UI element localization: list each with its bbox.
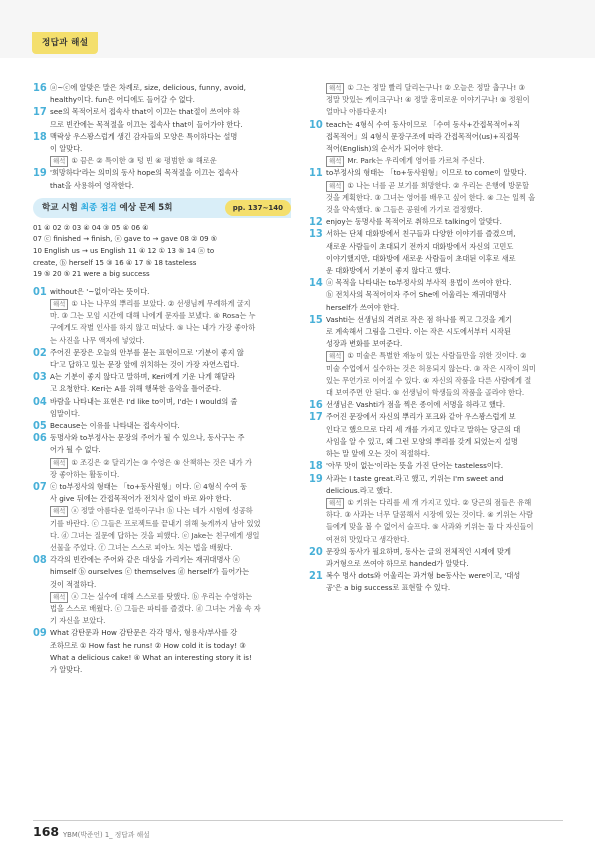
memo-text: ① 미술은 특별한 재능이 있는 사람들만을 위한 것이다. ② — [347, 351, 527, 361]
item-line: 문장의 동사가 필요하며, 동사는 글의 전체적인 시제에 맞게 — [326, 546, 511, 556]
memo-line: 얼마나 아름다운지! — [326, 107, 387, 117]
numbered-item — [33, 347, 291, 371]
memo-line: 미술 수업에서 실수하는 것은 허용되지 않는다. ③ 작은 시작이 의미 — [326, 363, 536, 373]
memo-line: 기 자신을 보았다. — [50, 616, 106, 626]
page-footer — [33, 826, 563, 840]
memo-line: 마. ③ 그는 모임 시간에 대해 나에게 문자를 보냈다. ④ Rosa는 누 — [50, 311, 256, 321]
memo-line — [326, 497, 564, 509]
memo-text: ⓐ 그는 실수에 대해 스스로를 탓했다. ⓑ 우리는 수영하는 — [71, 591, 253, 601]
item-line: 바람을 나타내는 표현은 I'd like to이며, I'd는 I would의 줄 — [50, 396, 238, 406]
item-number: 17 — [309, 410, 323, 424]
memo-text: ① 키위는 다리를 세 개 가지고 있다. ② 당근의 점들은 유해 — [347, 497, 532, 507]
item-line: 각각의 빈칸에는 주어와 같은 대상을 가리키는 재귀대명사 ⓐ — [50, 555, 240, 565]
memo-line: 장 좋아하는 활동이다. — [50, 469, 120, 479]
item-line: 새로운 사람들이 초대되기 전까지 대화방에서 자신의 고민도 — [326, 241, 514, 251]
memo-line — [50, 298, 291, 310]
item-line: 사 give 뒤에는 간접목적어가 전치사 없이 바로 와야 한다. — [50, 494, 232, 504]
section-title — [42, 202, 172, 214]
memo-line: 법을 스스로 배웠다. ⓒ 그들은 파티를 즐겼다. ⓓ 그녀는 거울 속 자 — [50, 604, 261, 614]
memo-line — [50, 457, 291, 469]
item-line: herself가 쓰여야 한다. — [326, 302, 400, 312]
memo-text: ① 나는 나무의 뿌리를 보았다. ② 선생님께 무례하게 굴지 — [71, 299, 251, 308]
memo-line: 것을 약속했다. ⑤ 그들은 공원에 가기로 결정했다. — [326, 205, 483, 215]
item-line: himself ⓑ ourselves ⓒ themselves ⓓ herself가 들어가는 — [50, 567, 250, 577]
memo-line — [326, 350, 564, 362]
memo-tag: 해석 — [326, 156, 344, 167]
item-line: ⓒ to부정사의 형태는 「to+동사원형」이다. ⓔ 4형식 수여 동 — [50, 482, 248, 492]
memo-block — [33, 298, 291, 347]
item-number: 01 — [33, 284, 47, 298]
memo-text: ① 조깅은 ② 달리기는 ③ 수영은 ⑤ 산책하는 것은 내가 가 — [71, 457, 252, 467]
item-line: 이 알맞다. — [50, 144, 83, 154]
item-line: 임말이다. — [50, 408, 81, 418]
item-line: 것이 적절하다. — [50, 579, 97, 589]
item-line: 공'은 a big success로 표현할 수 있다. — [326, 583, 451, 593]
item-number: 18 — [309, 459, 323, 473]
answer-line: 10 English us → us English 11 ④ 12 ① 13 ⑤ 14 ⓐ to — [33, 247, 215, 256]
item-line: see의 목적어로서 접속사 that이 이끄는 that절이 쓰여야 하 — [50, 107, 240, 117]
item-line: Because는 이유를 나타내는 접속사이다. — [50, 421, 180, 431]
item-number: 14 — [309, 276, 323, 290]
memo-block — [33, 591, 291, 628]
memo-text: ① 나는 너를 곧 보기를 희망한다. ② 우리는 은행에 방문할 — [347, 180, 529, 190]
answer-line: 01 ④ 02 ② 03 ④ 04 ③ 05 ④ 06 ④ — [33, 223, 149, 232]
memo-line: 구에게도 작별 인사를 하지 않고 떠났다. ⑤ 나는 내가 가장 좋아하 — [50, 323, 256, 333]
item-number: 17 — [33, 105, 47, 119]
memo-line — [50, 505, 291, 517]
numbered-item — [33, 420, 291, 432]
item-number: 04 — [33, 394, 47, 408]
item-line: What 감탄문과 How 감탄문은 각각 명사, 형용사/부사를 강 — [50, 628, 238, 638]
memo-line: 기를 바란다. ⓒ 그들은 프로젝트를 끝내기 위해 늦게까지 남아 있었 — [50, 518, 261, 528]
header-bar — [0, 0, 595, 58]
item-line: 적어(English)의 순서가 되어야 한다. — [326, 144, 444, 154]
memo-tag: 해석 — [326, 498, 344, 509]
memo-line — [326, 180, 564, 192]
item-line: enjoy는 동명사를 목적어로 취하므로 talking이 알맞다. — [326, 217, 502, 227]
item-line: 맥락상 우스꽝스럽게 생긴 감자들의 모양은 특이하다는 설명 — [50, 131, 238, 141]
item-line: 사임을 알 수 있고, 왜 그런 모양의 뿌리를 갖게 되었는지 설명 — [326, 436, 518, 446]
item-number: 19 — [33, 166, 47, 180]
section-title-highlight: 최종 점검 — [80, 202, 117, 213]
memo-text: ① 끔은 ② 특이한 ③ 텅 빈 ④ 평범한 ⑤ 해로운 — [71, 156, 217, 166]
section-tab — [32, 32, 98, 54]
memo-tag: 해석 — [50, 592, 68, 603]
item-line: 과거형으로 쓰여야 하므로 handed가 알맞다. — [326, 558, 469, 568]
memo-block — [309, 82, 564, 119]
item-number: 21 — [309, 569, 323, 583]
memo-line: 하다. ③ 사과는 너무 달콤해서 시장에 있는 것이다. ④ 키위는 사람 — [326, 510, 533, 520]
numbered-item — [33, 481, 291, 505]
memo-block — [33, 505, 291, 554]
numbered-item — [309, 570, 564, 594]
item-line: to부정사의 형태는 「to+동사원형」이므로 to come이 알맞다. — [326, 168, 527, 178]
item-line: 다'고 답하고 있는 문장 앞에 위치하는 것이 가장 자연스럽다. — [50, 360, 240, 370]
right-column — [309, 82, 564, 595]
memo-line: 있는 무언가로 이어질 수 있다. ④ 자신의 작품을 다른 사람에게 절 — [326, 375, 532, 385]
answer-line: 07 ⓒ finished → finish, ⓔ gave to → gave 08 ② 09 ⑤ — [33, 235, 218, 244]
numbered-item — [33, 131, 291, 155]
item-line: teach는 4형식 수여 동사이므로 「수여 동사+간접목적어+직 — [326, 119, 521, 129]
numbered-item — [33, 554, 291, 591]
memo-block — [309, 180, 564, 217]
item-line: 접목적어」의 4형식 문장구조에 따라 간접목적어(us)+직접목 — [326, 131, 520, 141]
section-header — [33, 198, 291, 218]
memo-text: Mr. Park는 우리에게 영어를 가르쳐 주신다. — [347, 156, 485, 166]
item-line: 인다고 했으므로 다리 세 개를 가지고 있다고 말하는 당근의 대 — [326, 424, 521, 434]
numbered-item — [33, 82, 291, 106]
numbered-item — [33, 432, 291, 456]
memo-tag: 해석 — [326, 351, 344, 362]
item-line: 동명사와 to부정사는 문장의 주어가 될 수 있으나, 동사구는 주 — [50, 433, 245, 443]
left-column — [33, 82, 291, 676]
item-line: 운 대화방에서 기분이 좋지 않다고 했다. — [326, 266, 451, 276]
answer-key — [33, 223, 291, 281]
memo-block — [33, 155, 291, 167]
numbered-item — [309, 228, 564, 277]
numbered-item — [33, 371, 291, 395]
memo-block — [309, 155, 564, 167]
memo-line: 는 사진을 나무 액자에 넣었다. — [50, 335, 145, 345]
item-number: 16 — [33, 81, 47, 94]
item-line: ⓐ~ⓒ에 알맞은 말은 차례로, size, delicious, funny, avoid, — [50, 83, 246, 92]
item-number: 07 — [33, 480, 47, 494]
section-title-prefix: 학교 시험 — [42, 202, 81, 213]
item-number: 19 — [309, 471, 323, 485]
numbered-item — [309, 277, 564, 314]
item-line: 복수 명사 dots와 어울리는 과거형 be동사는 were이고, '대성 — [326, 571, 521, 581]
page-number: 168 — [33, 824, 60, 839]
item-number: 20 — [309, 544, 323, 558]
item-number: 02 — [33, 345, 47, 359]
memo-tag: 해석 — [50, 458, 68, 469]
item-line: ⓑ 전치사의 목적어이자 주어 She에 어울리는 재귀대명사 — [326, 290, 507, 300]
memo-tag: 해석 — [326, 181, 344, 192]
item-line: A는 기분이 좋지 않다고 말하며, Keri에게 기운 나게 해달라 — [50, 372, 236, 382]
item-line: healthy이다. fun은 어디에도 들어갈 수 없다. — [50, 95, 195, 105]
item-line: 로 계속해서 그림을 그린다. 이는 작은 시도에서부터 시작된 — [326, 327, 511, 337]
item-line: 어가 될 수 없다. — [50, 445, 101, 455]
item-number: 10 — [309, 117, 323, 131]
numbered-item — [309, 546, 564, 570]
page-title: YBM(박준언) 1_ 정답과 해설 — [63, 831, 150, 839]
numbered-item — [309, 119, 564, 156]
memo-text: ① 그는 정말 빨리 달리는구나! ② 오늘은 정말 춥구나! ③ — [347, 83, 525, 92]
numbered-item — [33, 167, 291, 191]
memo-line: 대 보여주면 안 된다. ⑤ 선생님이 학생들의 작품을 골라야 한다. — [326, 388, 525, 398]
item-number: 03 — [33, 370, 47, 384]
item-line: 이야기했지만, 대화방에 새로운 사람들이 초대된 이후로 새로 — [326, 253, 516, 263]
item-number: 09 — [33, 626, 47, 640]
memo-line: 여전히 맛있다고 생각한다. — [326, 534, 410, 544]
answer-line: 19 ⑤ 20 ⑤ 21 were a big success — [33, 270, 150, 279]
item-line: Vashti는 선생님의 격려로 작은 점 하나를 찍고 그것을 계기 — [326, 314, 512, 324]
item-line: '희망하다'라는 의미의 동사 hope의 목적절을 이끄는 접속사 — [50, 168, 239, 178]
item-line: 성장과 변화를 보여준다. — [326, 339, 403, 349]
item-line: ⓐ 목적을 나타내는 to부정사의 부사적 용법이 쓰여야 한다. — [326, 278, 512, 288]
numbered-item — [33, 627, 291, 676]
memo-block — [309, 497, 564, 546]
item-line: 서하는 단체 대화방에서 친구들과 다양한 이야기를 즐겼으며, — [326, 229, 516, 239]
item-number: 06 — [33, 431, 47, 445]
item-number: 05 — [33, 419, 47, 433]
item-number: 08 — [33, 553, 47, 567]
numbered-item — [33, 106, 291, 130]
answer-line: create, ⓑ herself 15 ③ 16 ④ 17 ⑤ 18 tasteless — [33, 258, 197, 267]
item-line: 선생님은 Vashti가 점을 찍은 종이에 서명을 하라고 했다. — [326, 400, 506, 410]
numbered-item — [309, 460, 564, 472]
item-line: 주어진 문장에서 자신의 뿌리가 포크와 같아 우스꽝스럽게 보 — [326, 412, 516, 422]
memo-tag: 해석 — [326, 83, 344, 94]
memo-tag: 해석 — [50, 299, 68, 310]
item-number: 13 — [309, 227, 323, 241]
page-range-badge: pp. 137~140 — [225, 200, 291, 216]
item-line: 고 요청한다. Keri는 A를 위해 행복한 음악을 틀어준다. — [50, 384, 222, 394]
section-tab-label: 정답과 해설 — [42, 38, 89, 48]
item-number: 12 — [309, 215, 323, 229]
item-number: 16 — [309, 398, 323, 412]
numbered-item — [309, 411, 564, 460]
item-line: 조하므로 ① How fast he runs! ② How cold it is today! ③ — [50, 640, 246, 650]
memo-line: 정말 맛있는 케이크구나! ④ 정말 흥미로운 이야기구나! ⑤ 정원이 — [326, 95, 530, 105]
memo-tag: 해석 — [50, 506, 68, 517]
item-line: What a delicious cake! ④ What an interesting story it is! — [50, 652, 252, 662]
item-number: 18 — [33, 129, 47, 143]
numbered-item — [33, 286, 291, 298]
item-line: 사과는 I taste great.라고 했고, 키위는 I'm sweet and — [326, 473, 504, 483]
memo-tag: 해석 — [50, 156, 68, 167]
memo-line: 것을 계획한다. ③ 그녀는 영어를 배우고 싶어 한다. ④ 그는 일찍 올 — [326, 192, 536, 202]
item-number: 15 — [309, 312, 323, 326]
numbered-item — [309, 314, 564, 351]
memo-line: 선물을 주었다. ⓕ 그녀는 스스로 피아노 치는 법을 배웠다. — [50, 543, 233, 553]
section-title-suffix: 예상 문제 5회 — [116, 202, 173, 213]
item-line: 가 알맞다. — [50, 665, 83, 675]
footer-divider — [33, 820, 563, 821]
item-line: without은 '~없이'라는 뜻이다. — [50, 286, 150, 296]
numbered-item — [309, 216, 564, 228]
memo-block — [33, 457, 291, 481]
item-line: '아무 맛이 없는'이라는 뜻을 가진 단어는 tasteless이다. — [326, 461, 504, 471]
memo-text: ⓐ 정말 아름다운 얼룩이구나! ⓑ 나는 네가 시험에 성공하 — [71, 506, 253, 516]
memo-line: 들에게 맞을 볼 수 없어서 슬프다. ⑤ 사과와 키위는 둘 다 자신들이 — [326, 522, 534, 532]
item-line: 주어진 문장은 오늘의 안부를 묻는 표현이므로 '기분이 좋지 않 — [50, 347, 244, 357]
memo-block — [309, 350, 564, 399]
numbered-item — [309, 473, 564, 497]
item-number: 11 — [309, 166, 323, 180]
item-line: delicious.라고 했다. — [326, 485, 393, 495]
memo-line: 다. ⓓ 그녀는 질문에 답하는 것을 피했다. ⓔ Jake는 친구에게 생일 — [50, 530, 260, 540]
memo-line — [50, 155, 291, 167]
memo-line — [326, 82, 564, 94]
numbered-item — [309, 167, 564, 179]
numbered-item — [309, 399, 564, 411]
numbered-item — [33, 396, 291, 420]
item-line: 므로 빈칸에는 목적절을 이끄는 접속사 that이 들어가야 한다. — [50, 119, 243, 129]
item-line: that을 사용하여 영작한다. — [50, 180, 134, 190]
memo-line — [326, 155, 564, 167]
item-line: 하는 말 앞에 오는 것이 적절하다. — [326, 449, 430, 459]
memo-line — [50, 591, 291, 603]
